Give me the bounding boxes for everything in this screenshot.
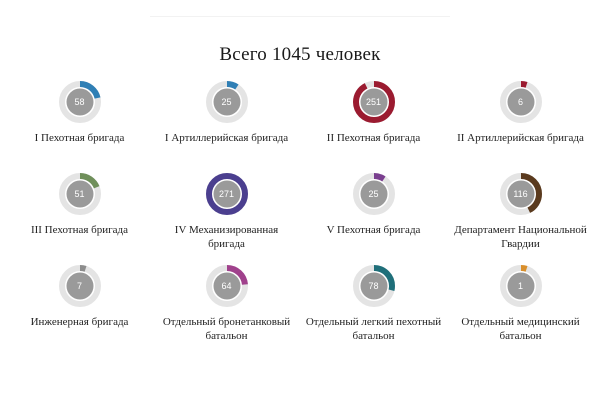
donut-cell	[300, 264, 447, 356]
donut-cell	[447, 264, 594, 356]
donut-value: 25	[368, 189, 379, 199]
donut-label: I Артиллерийская бригада	[164, 132, 289, 144]
donut-gauge	[205, 80, 249, 124]
donut-gauge	[58, 264, 102, 308]
donut-value: 51	[74, 189, 85, 199]
donut-label: Отдельный легкий пехотный батальон	[305, 316, 442, 342]
donut-label: Отдельный медицинский батальон	[461, 316, 580, 342]
donut-gauge	[499, 80, 543, 124]
donut-label: III Пехотная бригада	[30, 224, 129, 236]
donut-cell	[300, 172, 447, 264]
donut-cell	[447, 172, 594, 264]
donut-value: 116	[513, 189, 528, 199]
donut-cell	[153, 172, 300, 264]
donut-value: 64	[221, 281, 232, 291]
donut-cell	[6, 264, 153, 356]
donut-value: 78	[368, 281, 379, 291]
donut-cell	[447, 80, 594, 172]
donut-gauge	[499, 264, 543, 308]
donut-label: IV Механизированная бригада	[174, 224, 279, 250]
donut-gauge	[205, 172, 249, 216]
donut-label: Отдельный бронетанковый батальон	[162, 316, 291, 342]
donut-gauge	[205, 264, 249, 308]
donut-value: 25	[221, 97, 232, 107]
donut-gauge	[352, 80, 396, 124]
top-divider	[150, 16, 450, 17]
donut-gauge	[499, 172, 543, 216]
donut-label: V Пехотная бригада	[326, 224, 421, 236]
donut-value: 6	[517, 97, 523, 107]
page-title: Всего 1045 человек	[219, 44, 381, 65]
donut-grid	[0, 80, 600, 356]
donut-cell	[300, 80, 447, 172]
donut-value: 271	[218, 189, 235, 199]
donut-cell	[6, 172, 153, 264]
donut-gauge	[352, 264, 396, 308]
donut-value: 1	[517, 281, 523, 291]
donut-value: 251	[365, 97, 382, 107]
donut-value: 7	[76, 281, 82, 291]
donut-label: I Пехотная бригада	[34, 132, 125, 144]
donut-label: II Артиллерийская бригада	[457, 132, 584, 144]
donut-cell	[6, 80, 153, 172]
donut-cell	[153, 80, 300, 172]
donut-label: Инженерная бригада	[30, 316, 129, 328]
donut-gauge	[352, 172, 396, 216]
donut-gauge	[58, 80, 102, 124]
donut-gauge	[58, 172, 102, 216]
donut-value: 58	[74, 97, 85, 107]
donut-cell	[153, 264, 300, 356]
donut-label: II Пехотная бригада	[326, 132, 421, 144]
donut-label: Департамент Национальной Гвардии	[454, 224, 587, 250]
